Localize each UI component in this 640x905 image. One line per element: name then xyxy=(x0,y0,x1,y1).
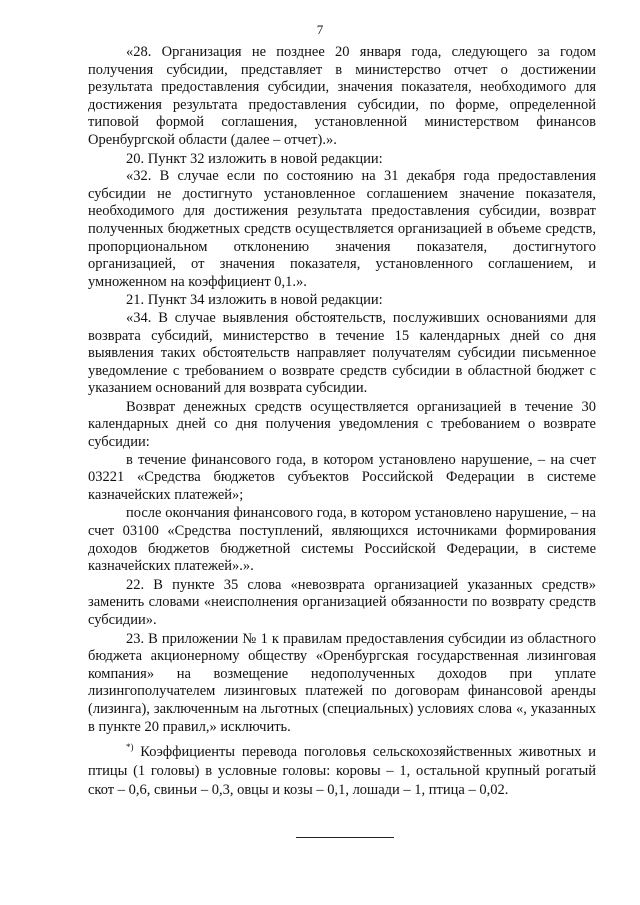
footnote-text xyxy=(88,743,596,800)
paragraph-account-03221: в течение финансового года, в котором установлено нарушение, – на счет 03221 «Средства бюджетов субъектов Российской Федерации в системе казначейских платежей»; xyxy=(88,451,596,503)
paragraph-28: «28. Организация не позднее 20 января года, следующего за годом получения субсидии, представляет в министерство отчет о достижении результата предоставления субсидии, значения показателя, необходимого для достижения результата предоставления субсидии, по форме, определенной типовой формой соглашения, установленной министерством финансов Оренбургской области (далее – отчет).». xyxy=(88,44,596,148)
paragraph-refund-terms: Возврат денежных средств осуществляется организацией в течение 30 календарных дней со дня получения уведомления с требованием о возврате субсидии: xyxy=(88,398,596,451)
paragraph-32: «32. В случае если по состоянию на 31 декабря года предоставления субсидии не достигнуто установленное соглашением значение показателя, необходимого для достижения результата предоставления субсидии, возврат полученных бюджетных средств осуществляется организацией в объеме средств, пропорциональном отклонению значения показателя, достигнутого организацией, от значения показателя, установленного соглашением, и умноженном на коэффициент 0,1.». xyxy=(88,168,596,290)
paragraph-34: «34. В случае выявления обстоятельств, послуживших основаниями для возврата субсидий, министерство в течение 15 календарных дней со дня выявления таких обстоятельств направляет получателям субсидии письменное уведомление с требованием о возврате средств субсидии в областной бюджет с указанием оснований для возврата субсидии. xyxy=(88,309,596,397)
footnote-body: Коэффициенты перевода поголовья сельскохозяйственных животных и птицы (1 головы) в условные головы: коровы – 1, остальной крупный рогатый скот – 0,6, свиньи – 0,3, овцы и козы – 0,1, лошади – 1, птица – 0,02. xyxy=(88,744,596,798)
paragraph-item-23: 23. В приложении № 1 к правилам предоставления субсидии из областного бюджета акционерному обществу «Оренбургская государственная лизинговая компания» на возмещение недополученных доходов при уплате лизингополучателем лизинговых платежей по договорам финансовой аренды (лизинга), заключенным на льготных (специальных) условиях слова «, указанных в пункте 20 правил,» исключить. xyxy=(88,630,596,735)
paragraph-item-21: 21. Пункт 34 изложить в новой редакции: xyxy=(126,292,383,309)
paragraph-item-22: 22. В пункте 35 слова «невозврата организацией указанных средств» заменить словами «неисполнения организацией обязанности по возврату средств субсидии». xyxy=(88,576,596,628)
bottom-divider xyxy=(296,837,394,838)
document-body xyxy=(88,44,596,736)
paragraph-item-20: 20. Пункт 32 изложить в новой редакции: xyxy=(126,150,383,167)
footnote-marker: *) xyxy=(126,742,134,753)
page-number: 7 xyxy=(316,22,324,37)
footnote xyxy=(88,743,596,800)
paragraph-account-03100: после окончания финансового года, в котором установлено нарушение, – на счет 03100 «Средства поступлений, являющихся источниками формирования доходов бюджетов бюджетной системы Российской Федерации, в системе казначейских платежей».». xyxy=(88,505,596,575)
